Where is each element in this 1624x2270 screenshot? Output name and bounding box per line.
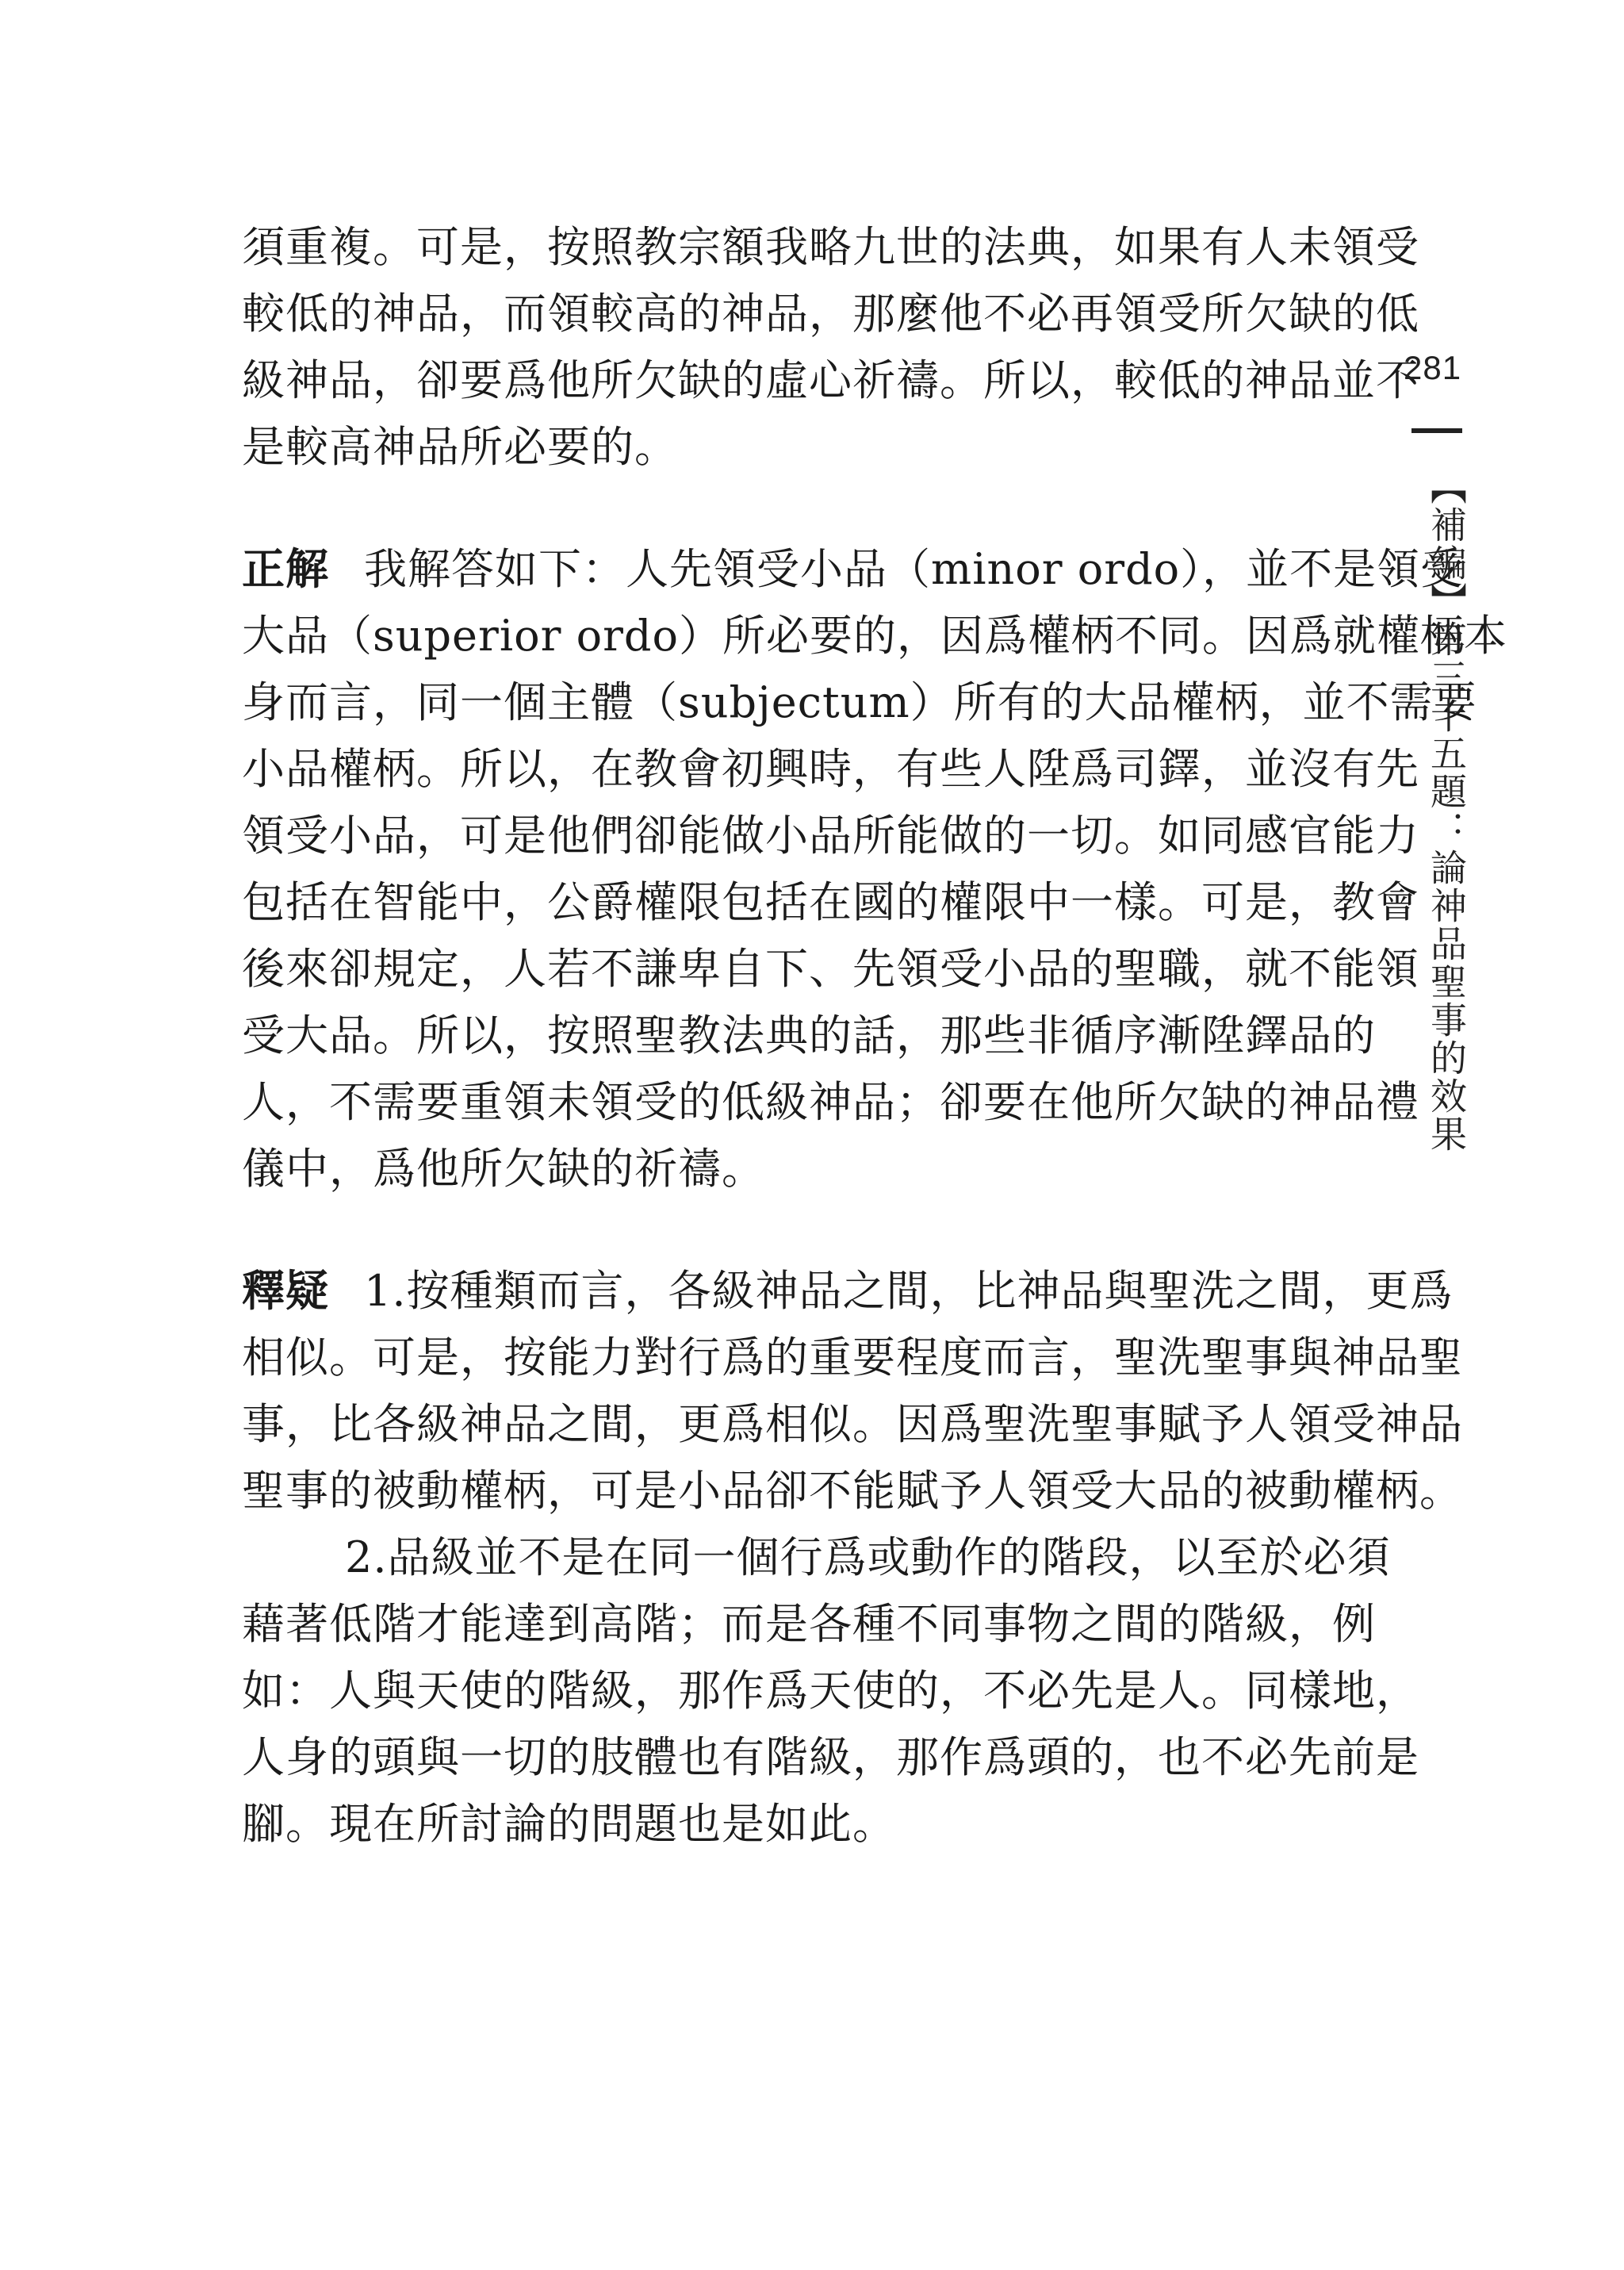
text-line: 如：人與天使的階級，那作爲天使的，不必先是人。同樣地， (242, 1666, 1419, 1716)
text-line: 事，比各級神品之間，更爲相似。因爲聖洗聖事賦予人領受神品 (242, 1399, 1463, 1449)
text-line-content: 1.按種類而言，各級神品之間，比神品與聖洗之間，更爲 (364, 1266, 1454, 1316)
text-line: 相似。可是，按能力對行爲的重要程度而言，聖洗聖事與神品聖 (242, 1332, 1463, 1382)
text-line: 2.品級並不是在同一個行爲或動作的階段，以至於必須 (345, 1532, 1391, 1582)
text-line: 腳。現在所討論的問題也是如此。 (242, 1799, 896, 1849)
text-line (242, 1258, 1454, 1325)
text-line: 較低的神品，而領較高的神品，那麼他不必再領受所欠缺的低 (242, 289, 1419, 339)
text-line: 身而言，同一個主體（subjectum）所有的大品權柄，並不需要 (242, 677, 1477, 727)
text-line: 小品權柄。所以，在教會初興時，有些人陞爲司鐸，並沒有先 (242, 744, 1419, 794)
text-line: 級神品，卻要爲他所欠缺的虛心祈禱。所以，較低的神品並不 (242, 355, 1419, 405)
section-lead-answer: 正解 (242, 544, 329, 594)
text-line: 是較高神品所必要的。 (242, 422, 678, 472)
paragraph-continuation (242, 214, 1419, 481)
paragraph-objections (242, 1258, 1463, 1524)
text-line: 須重複。可是，按照教宗額我略九世的法典，如果有人未領受 (242, 222, 1419, 272)
text-line: 包括在智能中，公爵權限包括在國的權限中一樣。可是，教會 (242, 877, 1419, 927)
header-rule (1411, 428, 1462, 433)
text-line-content: 我解答如下：人先領受小品（minor ordo），並不是領受 (364, 544, 1465, 594)
page-number: 281 (1404, 349, 1462, 386)
text-line: 人身的頭與一切的肢體也有階級，那作爲頭的，也不必先前是 (242, 1732, 1419, 1782)
text-line: 大品（superior ordo）所必要的，因爲權柄不同。因爲就權柄本 (242, 611, 1507, 661)
running-head: 【補編】第三十五題：論神品聖事的效果 (1425, 468, 1468, 1153)
section-lead-objections: 釋疑 (242, 1266, 329, 1316)
text-line: 後來卻規定，人若不謙卑自下、先領受小品的聖職，就不能領 (242, 944, 1419, 994)
text-line: 領受小品，可是他們卻能做小品所能做的一切。如同感官能力 (242, 811, 1419, 861)
text-line: 聖事的被動權柄，可是小品卻不能賦予人領受大品的被動權柄。 (242, 1466, 1463, 1516)
text-line: 藉著低階才能達到高階；而是各種不同事物之間的階級，例 (242, 1599, 1376, 1649)
text-line: 儀中，爲他所欠缺的祈禱。 (242, 1144, 765, 1194)
paragraph-reply-2 (242, 1524, 1419, 1858)
text-line: 受大品。所以，按照聖教法典的話，那些非循序漸陞鐸品的 (242, 1010, 1376, 1060)
text-line: 人，不需要重領未領受的低級神品；卻要在他所欠缺的神品禮 (242, 1077, 1419, 1127)
text-line (242, 536, 1465, 603)
